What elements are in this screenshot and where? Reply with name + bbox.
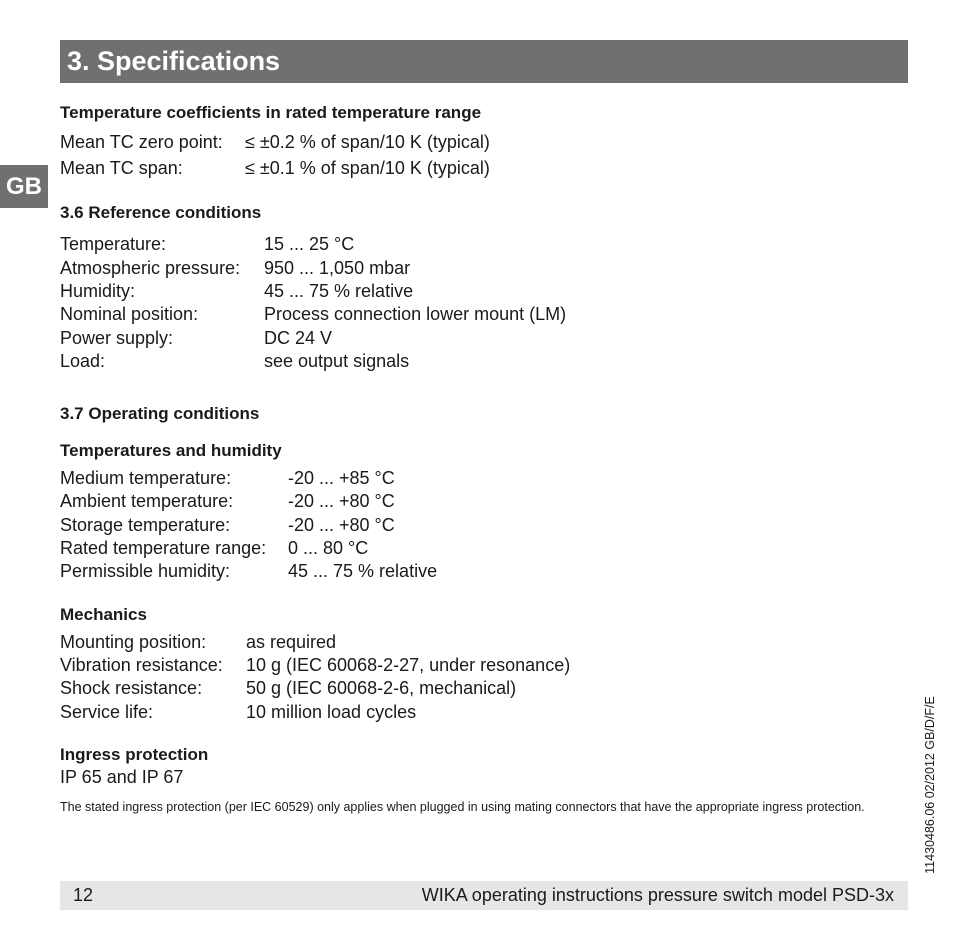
spec-label: Temperature:: [60, 234, 167, 254]
spec-label: Humidity:: [60, 281, 136, 301]
spec-value: 10 million load cycles: [246, 702, 417, 722]
spec-value: ≤ ±0.1 % of span/10 K (typical): [245, 158, 490, 178]
mechanics-heading: Mechanics: [60, 605, 147, 624]
ingress-note: The stated ingress protection (per IEC 60529) only applies when plugged in using mating connectors that have the appropriate ingress protection.: [60, 800, 865, 814]
spec-value: ≤ ±0.2 % of span/10 K (typical): [245, 132, 490, 152]
spec-value: 45 ... 75 % relative: [288, 561, 438, 581]
footer: [60, 881, 908, 910]
spec-value: -20 ... +80 °C: [288, 491, 395, 511]
spec-value: 50 g (IEC 60068-2-6, mechanical): [246, 678, 517, 698]
spec-value: 10 g (IEC 60068-2-27, under resonance): [246, 655, 571, 675]
temps-heading: Temperatures and humidity: [60, 441, 282, 460]
language-tab: GB: [0, 165, 48, 208]
spec-value: as required: [246, 632, 337, 652]
spec-label: Load:: [60, 351, 106, 371]
spec-value: 950 ... 1,050 mbar: [264, 258, 411, 278]
spec-value: 0 ... 80 °C: [288, 538, 369, 558]
document-code: [918, 680, 942, 890]
spec-label: Storage temperature:: [60, 515, 231, 535]
spec-label: Shock resistance:: [60, 678, 203, 698]
operating-heading: 3.7 Operating conditions: [60, 404, 260, 423]
page-title: 3. Specifications: [60, 40, 908, 83]
ingress-heading: Ingress protection: [60, 745, 209, 764]
spec-value: -20 ... +85 °C: [288, 468, 395, 488]
spec-label: Service life:: [60, 702, 154, 722]
tc-heading: Temperature coefficients in rated temperature range: [60, 103, 482, 122]
spec-value: -20 ... +80 °C: [288, 515, 395, 535]
ingress-value: IP 65 and IP 67: [60, 767, 184, 787]
spec-label: Power supply:: [60, 328, 174, 348]
page-number: 12: [73, 885, 94, 905]
spec-label: Vibration resistance:: [60, 655, 223, 675]
footer-title: WIKA operating instructions pressure switch model PSD-3x: [421, 885, 894, 905]
spec-label: Ambient temperature:: [60, 491, 234, 511]
spec-label: Nominal position:: [60, 304, 199, 324]
spec-value: Process connection lower mount (LM): [264, 304, 567, 324]
spec-label: Permissible humidity:: [60, 561, 231, 581]
spec-value: 15 ... 25 °C: [264, 234, 355, 254]
spec-value: DC 24 V: [264, 328, 333, 348]
spec-label: Medium temperature:: [60, 468, 232, 488]
spec-label: Mean TC span:: [60, 158, 183, 178]
spec-value: see output signals: [264, 351, 410, 371]
spec-label: Rated temperature range:: [60, 538, 267, 558]
document-code-text: 11430486.06 02/2012 GB/D/F/E: [923, 696, 937, 874]
reference-heading: 3.6 Reference conditions: [60, 203, 262, 222]
spec-label: Mean TC zero point:: [60, 132, 223, 152]
spec-label: Mounting position:: [60, 632, 207, 652]
spec-value: 45 ... 75 % relative: [264, 281, 414, 301]
spec-label: Atmospheric pressure:: [60, 258, 241, 278]
